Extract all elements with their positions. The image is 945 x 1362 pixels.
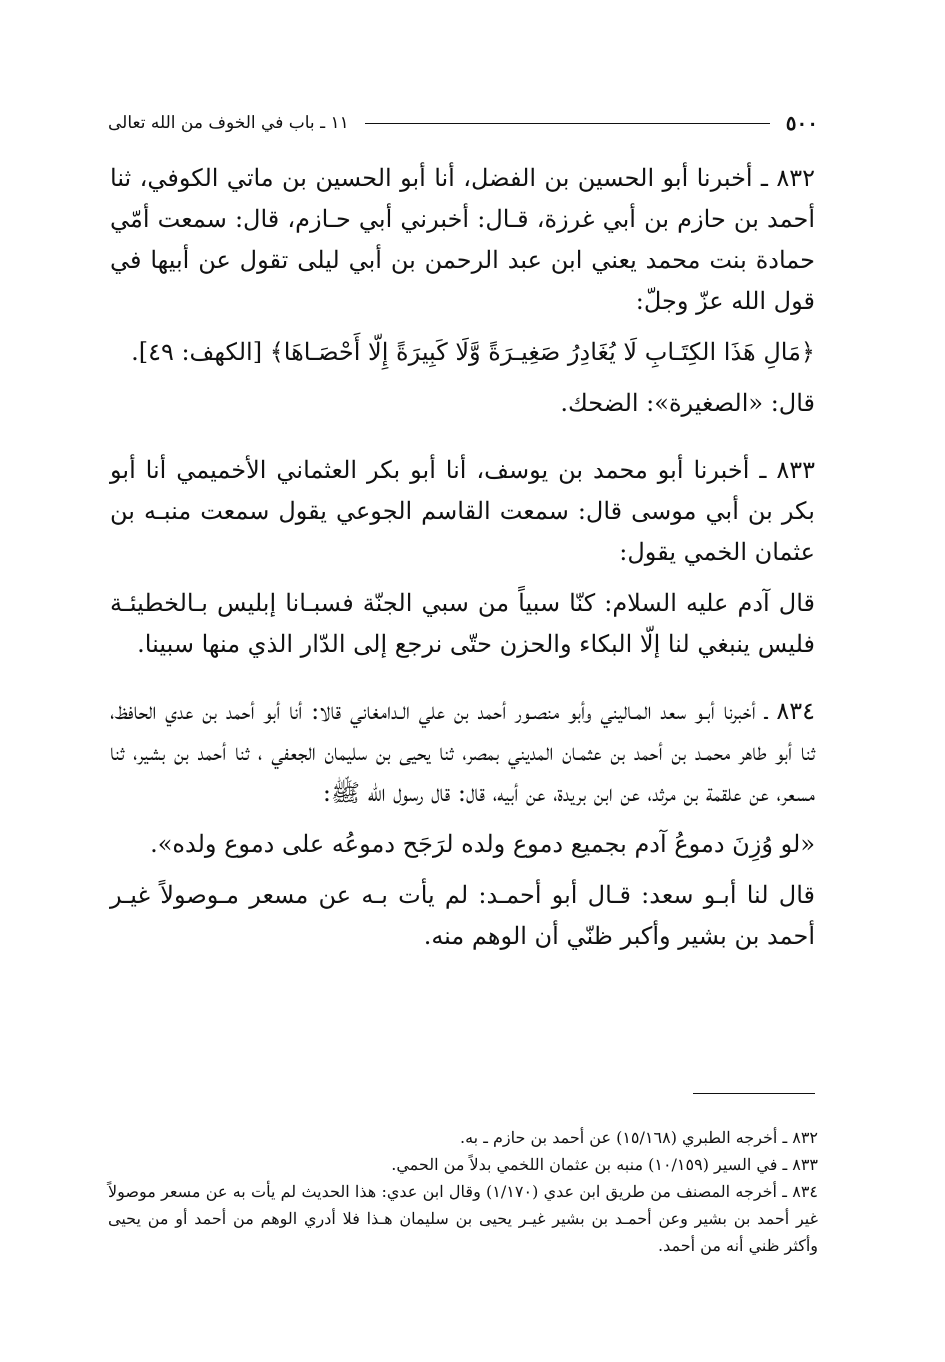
footnotes	[108, 1124, 818, 1259]
entry-832-explanation: قال: «الصغيرة»: الضحك.	[560, 389, 815, 417]
chapter-title: ١١ ـ باب في الخوف من الله تعالى	[108, 113, 349, 133]
page-number: ٥٠٠	[785, 111, 818, 135]
main-text	[110, 158, 815, 957]
entry-832-quran-verse: ﴿مَالِ هَذَا الكِتَـابِ لَا يُغَادِرُ صَغِيـرَةً وَّلَا كَبِيرَةً إِلّا أَحْصَـاهَا﴾ [الكهف: ٤٩].	[131, 338, 815, 366]
entry-833-text: قال آدم عليه السلام: كنّا سبياً من سبي الجنّة فسبـانا إبليس بـالخطيئـة فليس ينبغي لنا إلّا البكاء والحزن حتّى نرجع إلى الدّار الذي منها سبينا.	[110, 589, 815, 658]
entry-834-comment: قال لنا أبـو سعد: قـال أبو أحمـد: لم يأت بـه عن مسعر مـوصولاً غيـر أحمد بن بشير وأكبر ظنّي أن الوهم منه.	[110, 881, 815, 950]
entry-834-hadith: «لو وُزِنَ دموعُ آدم بجميع دموع ولده لرَجَح دموعُه على دموع ولده».	[150, 830, 815, 858]
running-header	[108, 108, 818, 138]
footnote-832: ٨٣٢ ـ أخرجه الطبري (١٥/١٦٨) عن أحمد بن حازم ـ به.	[460, 1128, 818, 1147]
footnote-separator	[693, 1093, 815, 1094]
entry-833-isnad: ٨٣٣ ـ أخبرنا أبو محمد بن يوسف، أنا أبو بكر العثماني الأخميمي أنا أبو بكر بن أبي موسى قال: سمعت القاسم الجوعي يقول سمعت منبـه بن عثمان الخمي يقول:	[110, 456, 815, 566]
footnote-833: ٨٣٣ ـ في السير (١٠/١٥٩) منبه بن عثمان اللخمي بدلاً من الحمي.	[391, 1155, 818, 1174]
header-rule	[365, 123, 770, 124]
entry-832-isnad: ٨٣٢ ـ أخبرنا أبو الحسين بن الفضل، أنا أبو الحسين بن ماتي الكوفي، ثنا أحمد بن حازم بن أبي غرزة، قـال: أخبرني أبي حـازم، قال: سمعت أمّي حمادة بنت محمد يعني ابن عبد الرحمن بن أبي ليلى تقول عن أبيها في قول الله عزّ وجلّ:	[110, 164, 815, 315]
entry-834-isnad: ٨٣٤ ـ أخبرنا أبـو سعد المـاليني وأبو منصـور أحمد بن علي الـدامغاني قالا: أنا أبو أحمد بن عدي الحافظ، ثنا أبو طاهر محمـد بن أحمد بن عثمـان المديني بمصر، ثنا يحيى بن سليمان الجعفي ، ثنا أحمد بن بشير، ثنا مسعر، عن علقمة بن مرثد، عن ابن بريدة، عن أبيه، قال: قال رسول الله ﷺ:	[110, 697, 816, 807]
footnote-834: ٨٣٤ ـ أخرجه المصنف من طريق ابن عدي (١/١٧٠) وقال ابن عدي: هذا الحديث لم يأت به عن مسعر موصولاً غير أحمد بن بشير وعن أحمـد بن بشير غيـر يحيى بن سليمان هـذا فلا أدري الوهم من أحمد أو من يحيى وأكثر ظني أنه من أحمد.	[108, 1182, 818, 1255]
